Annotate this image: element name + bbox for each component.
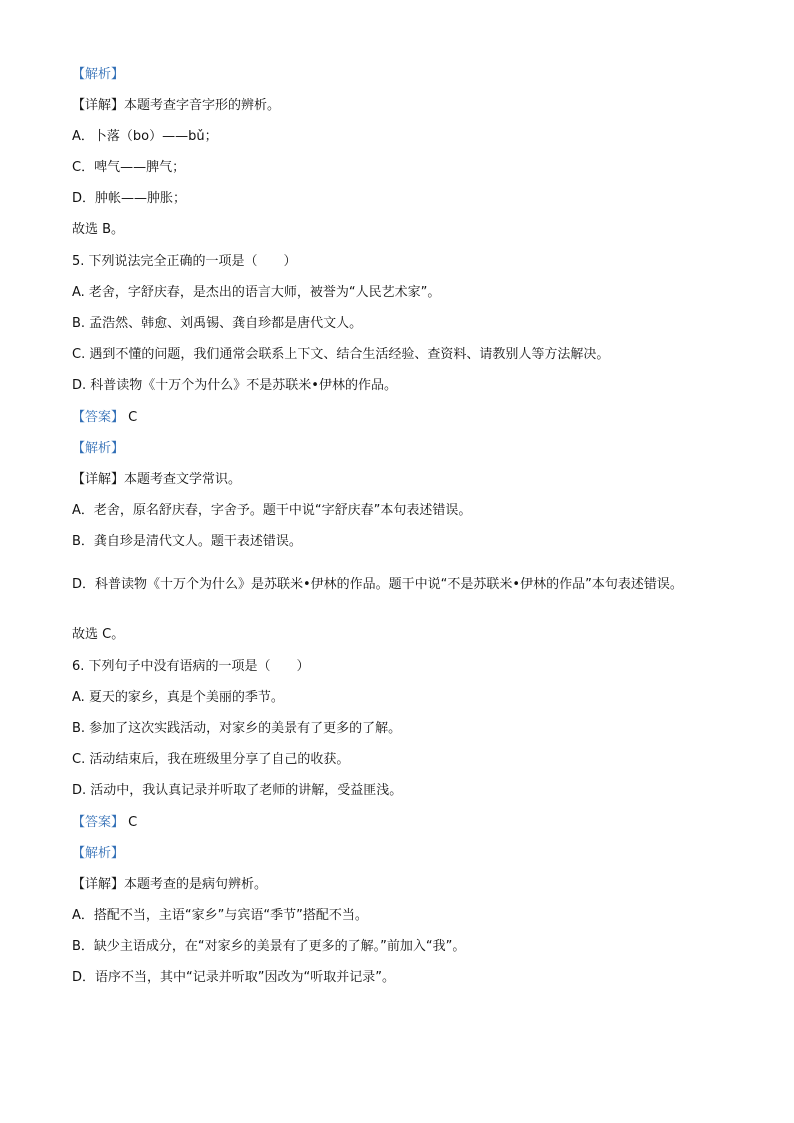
text-line: 6. 下列句子中没有语病的一项是（ ） — [72, 659, 310, 674]
analysis-label: 【解析】 — [72, 441, 125, 456]
text-line: B. 孟浩然、韩愈、刘禹锡、龚自珍都是唐代文人。 — [72, 316, 363, 331]
answer-value: C — [128, 410, 138, 425]
text-line: C．啤气——脾气； — [72, 160, 186, 175]
text-line: D. 科普读物《十万个为什么》不是苏联米•伊林的作品。 — [72, 378, 397, 393]
section-heading — [72, 66, 124, 84]
analysis-label: 【解析】 — [72, 846, 125, 861]
answer-line — [72, 814, 137, 832]
text-line: A．老舍，原名舒庆春，字舍予。题干中说“字舒庆春”本句表述错误。 — [72, 503, 472, 518]
text-line: 故选 C。 — [72, 627, 125, 642]
text-line: A．卜落（bo）——bǔ； — [72, 129, 218, 144]
text-line: A．搭配不当，主语“家乡”与宾语“季节”搭配不当。 — [72, 908, 368, 923]
section-heading — [72, 845, 124, 863]
text-line: C. 遇到不懂的问题，我们通常会联系上下文、结合生活经验、查资料、请教别人等方法解决。 — [72, 347, 610, 362]
text-line: A. 夏天的家乡，真是个美丽的季节。 — [72, 690, 284, 705]
answer-label: 【答案】 — [72, 815, 125, 830]
text-line: B．缺少主语成分，在“对家乡的美景有了更多的了解。”前加入“我”。 — [72, 939, 466, 954]
text-line: 【详解】本题考查的是病句辨析。 — [72, 877, 268, 892]
text-line: D．科普读物《十万个为什么》是苏联米•伊林的作品。题干中说“不是苏联米•伊林的作品”本句表述错误。 — [72, 577, 683, 592]
text-line: A. 老舍，字舒庆春，是杰出的语言大师，被誉为“人民艺术家”。 — [72, 285, 441, 300]
text-line: 【详解】本题考查文学常识。 — [72, 472, 242, 487]
answer-label: 【答案】 — [72, 410, 125, 425]
text-line: D．语序不当，其中“记录并听取”因改为“听取并记录”。 — [72, 970, 395, 985]
text-line: 【详解】本题考查字音字形的辨析。 — [72, 98, 281, 113]
answer-value: C — [128, 815, 138, 830]
text-line: C. 活动结束后，我在班级里分享了自己的收获。 — [72, 752, 350, 767]
text-line: 5. 下列说法完全正确的一项是（ ） — [72, 254, 297, 269]
text-line: D．肿帐——肿胀； — [72, 191, 187, 206]
text-line: B. 参加了这次实践活动，对家乡的美景有了更多的了解。 — [72, 721, 402, 736]
text-line: 故选 B。 — [72, 222, 125, 237]
answer-line — [72, 409, 137, 427]
section-heading — [72, 440, 124, 458]
text-line: D. 活动中，我认真记录并听取了老师的讲解，受益匪浅。 — [72, 783, 403, 798]
text-line: B．龚自珍是清代文人。题干表述错误。 — [72, 534, 302, 549]
analysis-label: 【解析】 — [72, 67, 125, 82]
